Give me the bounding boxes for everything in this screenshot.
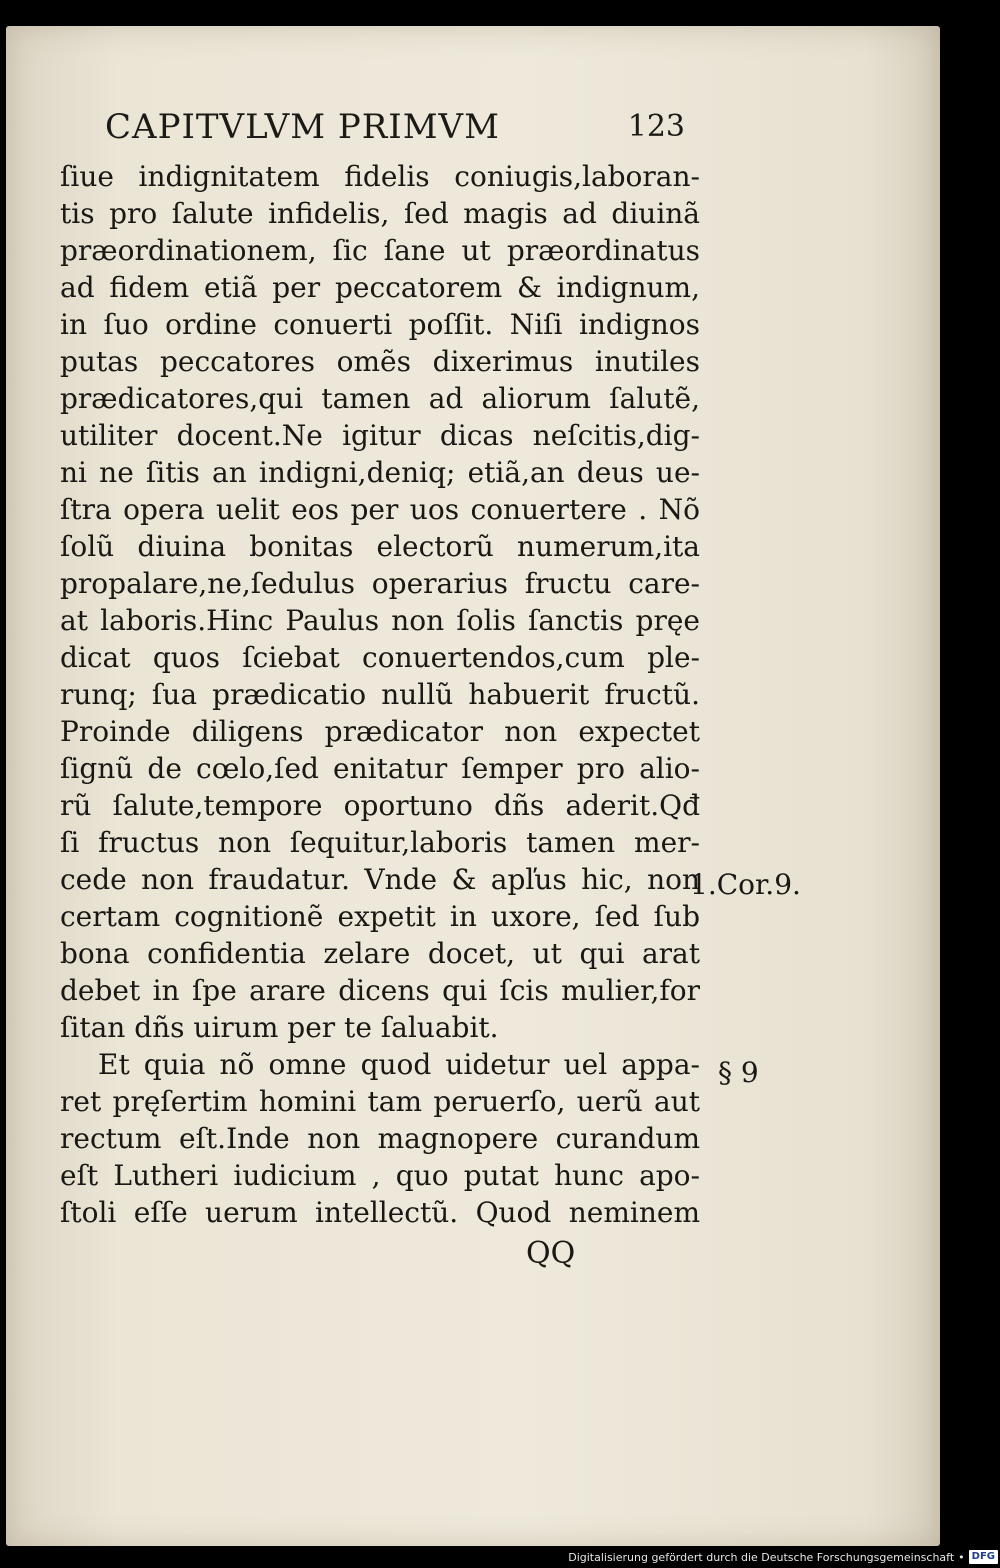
text-line: ſiue indignitatem fidelis coniugis,laboran- [60,160,700,193]
running-head: CAPITVLVM PRIMVM [105,107,500,147]
text-line: at laboris.Hinc Paulus non ſolis ſanctis pręe [60,604,700,637]
text-line: ſtra opera uelit eos per uos conuertere . Nõ [60,493,700,526]
text-line: cede non fraudatur. Vnde & apľus hic, non [60,863,700,896]
text-line: propalare,ne,ſedulus operarius fructu care- [60,567,700,600]
dfg-logo-icon: DFG [969,1550,998,1564]
page-number: 123 [627,109,685,144]
text-line: ſtoli eſſe uerum intellectũ. Quod neminem [60,1196,700,1229]
text-line: prædicatores,qui tamen ad aliorum ſalutẽ, [60,382,700,415]
text-line: tis pro ſalute infidelis, ſed magis ad diuinã [60,197,700,230]
text-line: putas peccatores omẽs dixerimus inutiles [60,345,700,378]
text-line: certam cognitionẽ expetit in uxore, ſed ſub [60,900,700,933]
paragraph-start-line: Et quia nõ omne quod uidetur uel appa- [98,1048,700,1081]
text-line: rectum eſt.Inde non magnopere curandum [60,1122,700,1155]
margin-note-section: § 9 [718,1056,759,1089]
text-line: bona confidentia zelare docet, ut qui arat [60,937,700,970]
digitization-credit [568,1548,998,1566]
text-line: præordinationem, ſic ſane ut præordinatus [60,234,700,267]
text-line: ni ne ſitis an indigni,deniq; etiã,an deus ue- [60,456,700,489]
text-line: Proinde diligens prædicator non expectet [60,715,700,748]
text-line: ret pręſertim homini tam peruerſo, uerũ aut [60,1085,700,1118]
text-line: dicat quos ſciebat conuertendos,cum ple- [60,641,700,674]
text-line: ſitan dñs uirum per te ſaluabit. [60,1011,499,1044]
credit-separator: • [958,1550,965,1564]
text-line: utiliter docent.Ne igitur dicas neſcitis,dig- [60,419,700,452]
body-text [60,158,700,1231]
text-line: runq; ſua prædicatio nullũ habuerit fructũ. [60,678,700,711]
text-line: ſignũ de cœlo,ſed enitatur ſemper pro alio- [60,752,700,785]
margin-note-bible-reference: 1.Cor.9. [690,868,801,901]
credit-text: Digitalisierung gefördert durch die Deutsche Forschungsgemeinschaft [568,1550,955,1564]
text-line: eſt Lutheri iudicium , quo putat hunc apo- [60,1159,700,1192]
text-line: ſolũ diuina bonitas electorũ numerum,ita [60,530,700,563]
text-line: in ſuo ordine conuerti poſſit. Niſi indignos [60,308,700,341]
text-line: rũ ſalute,tempore oportuno dñs aderit.Qđ [60,789,700,822]
text-line: debet in ſpe arare dicens qui ſcis mulier,for [60,974,700,1007]
page-header [105,106,685,148]
catchword-signature: QQ [526,1236,576,1271]
text-line: ad fidem etiã per peccatorem & indignum, [60,271,700,304]
text-line: ſi fructus non ſequitur,laboris tamen mer- [60,826,700,859]
